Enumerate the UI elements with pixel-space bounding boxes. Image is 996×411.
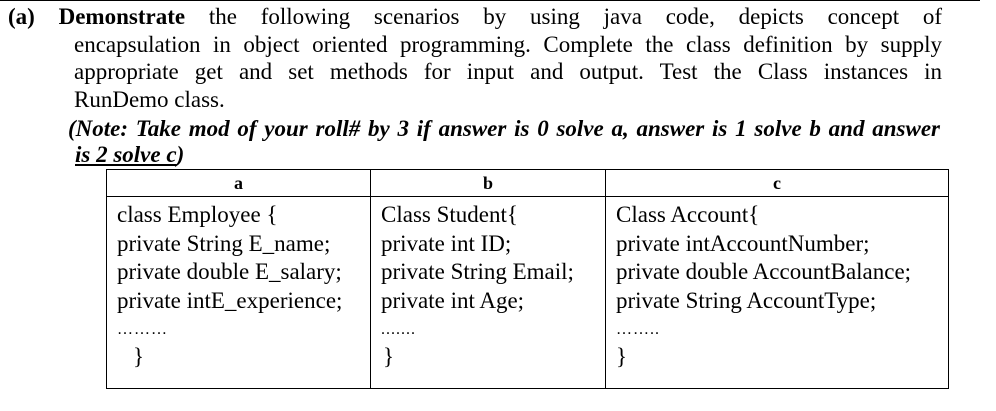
note-line-2 bbox=[68, 142, 940, 168]
closing-brace: } bbox=[383, 344, 395, 369]
code-cell-account bbox=[606, 197, 949, 389]
note-line-1: (Note: Take mod of your roll# by 3 if answer is 0 solve a, answer is 1 solve b and answer bbox=[68, 116, 940, 141]
code-cell-employee bbox=[107, 197, 371, 389]
question-block bbox=[0, 3, 942, 113]
code-line: class Employee { bbox=[117, 202, 278, 227]
code-line: private int Age; bbox=[381, 287, 525, 313]
question-line-4: RunDemo class. bbox=[74, 86, 225, 112]
question-verb: Demonstrate bbox=[58, 4, 186, 29]
code-line: private double AccountBalance; bbox=[616, 259, 912, 284]
question-label: (a) bbox=[8, 4, 35, 29]
code-line: private double E_salary; bbox=[117, 259, 342, 284]
question-line-3: appropriate get and set methods for input and output. Test the Class instances in bbox=[74, 59, 942, 84]
code-cell-student bbox=[371, 197, 606, 389]
code-line: Class Account{ bbox=[616, 202, 760, 227]
code-line: private intE_experience; bbox=[117, 287, 343, 313]
closing-brace: } bbox=[133, 344, 145, 369]
table-code-row bbox=[107, 197, 949, 389]
ellipsis: ....... bbox=[381, 321, 416, 338]
code-line: private intAccountNumber; bbox=[616, 230, 870, 256]
ellipsis: …….. bbox=[616, 321, 660, 338]
header-c: c bbox=[606, 170, 949, 197]
question-line-2: encapsulation in object oriented programming. Complete the class definition by supply bbox=[74, 31, 942, 57]
code-line: private String Email; bbox=[381, 259, 574, 284]
code-line: Class Student{ bbox=[381, 202, 518, 227]
code-line: private int ID; bbox=[381, 230, 512, 256]
question-line-1 bbox=[0, 3, 942, 31]
top-rule bbox=[0, 0, 980, 1]
class-table bbox=[106, 169, 949, 389]
header-b: b bbox=[371, 170, 606, 197]
closing-brace: } bbox=[616, 344, 628, 369]
code-line: private String E_name; bbox=[117, 230, 331, 256]
header-a: a bbox=[107, 170, 371, 197]
ellipsis: ……… bbox=[117, 321, 168, 338]
table-header-row bbox=[107, 170, 949, 197]
code-line: private String AccountType; bbox=[616, 287, 877, 313]
note-line-2-text: is 2 solve c bbox=[75, 142, 177, 167]
note-close-paren: ) bbox=[176, 142, 185, 167]
note-block bbox=[68, 116, 940, 168]
question-line-1-text: the following scenarios by using java code, depicts concept of bbox=[208, 4, 943, 29]
